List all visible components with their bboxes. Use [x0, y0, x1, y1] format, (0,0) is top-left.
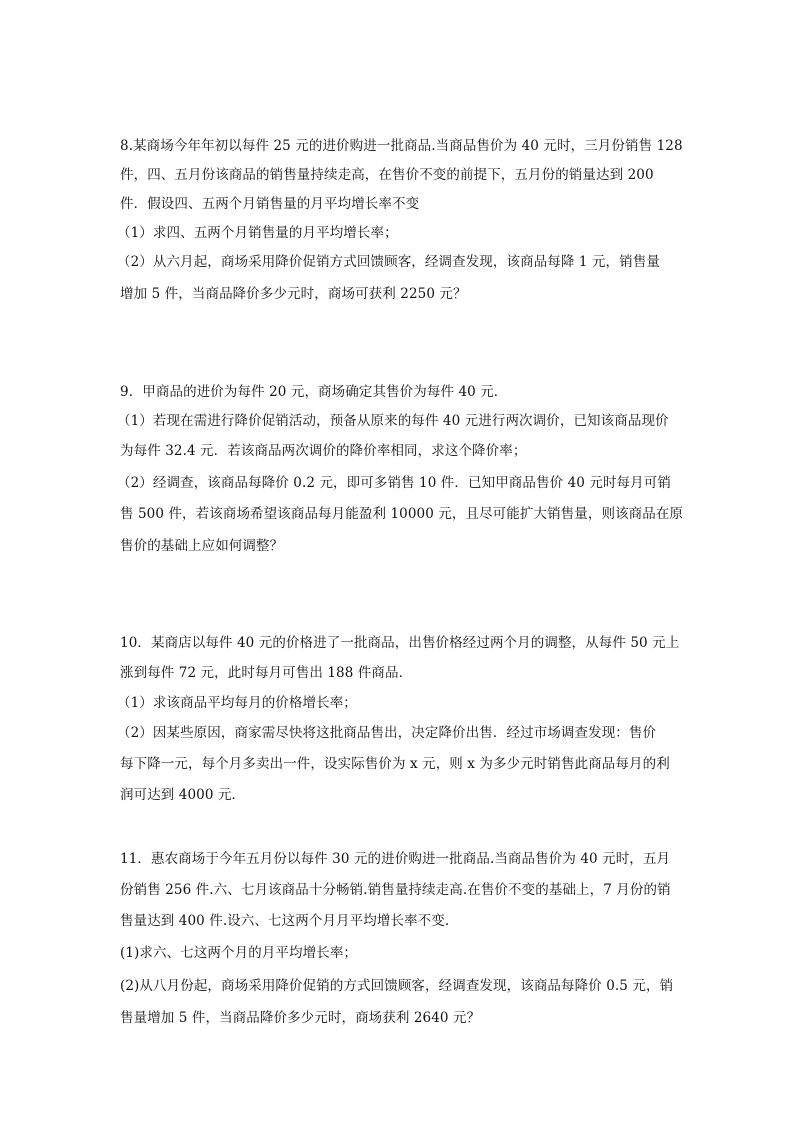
- subquestion-line: （1）若现在需进行降价促销活动，预备从原来的每件 40 元进行两次调价，已知该商品现价: [117, 413, 669, 429]
- problem-line: 售 500 件，若该商场希望该商品每月能盈利 10000 元，且尽可能扩大销售量，则该商品在原: [120, 506, 684, 522]
- problem-line: 涨到每件 72 元，此时每月可售出 188 件商品．: [120, 665, 413, 681]
- subquestion-line: （1）求该商品平均每月的价格增长率；: [117, 695, 357, 711]
- problem-line: 售价的基础上应如何调整？: [120, 538, 284, 554]
- problem-line: 润可达到 4000 元．: [120, 787, 246, 803]
- problem-line: 8.某商场今年年初以每件 25 元的进价购进一批商品.当商品售价为 40 元时，三月份销售 128: [120, 138, 683, 154]
- problem-line: 件．假设四、五两个月销售量的月平均增长率不变: [120, 196, 420, 212]
- subquestion-line: （2）因某些原因，商家需尽快将这批商品售出，决定降价出售．经过市场调查发现：售价: [117, 725, 657, 741]
- problem-line: 售量达到 400 件.设六、七这两个月月平均增长率不变.: [120, 913, 450, 929]
- problem-line: 每下降一元，每个月多卖出一件，设实际售价为 x 元，则 x 为多少元时销售此商品每月的利: [120, 756, 670, 772]
- problem-line: 售量增加 5 件，当商品降价多少元时，商场获利 2640 元？: [120, 1010, 481, 1026]
- subquestion-line: （1）求四、五两个月销售量的月平均增长率；: [117, 225, 398, 241]
- problem-line: 增加 5 件，当商品降价多少元时，商场可获利 2250 元？: [120, 286, 467, 302]
- problem-line: 9．甲商品的进价为每件 20 元，商场确定其售价为每件 40 元．: [120, 384, 508, 400]
- subquestion-line: (2)从八月份起，商场采用降价促销的方式回馈顾客，经调查发现，该商品每降价 0.5 元，销: [120, 978, 674, 994]
- subquestion-line: （2）从六月起，商场采用降价促销方式回馈顾客，经调查发现，该商品每降 1 元，销售量: [117, 254, 660, 270]
- problem-line: 11．惠农商场于今年五月份以每件 30 元的进价购进一批商品.当商品售价为 40 元时，五月: [120, 851, 671, 867]
- problem-line: 件，四、五月份该商品的销售量持续走高，在售价不变的前提下，五月份的销量达到 200: [120, 167, 654, 183]
- problem-line: 10．某商店以每件 40 元的价格进了一批商品，出售价格经过两个月的调整，从每件 50 元上: [120, 635, 680, 651]
- problem-line: 为每件 32.4 元．若该商品两次调价的降价率相同，求这个降价率；: [120, 443, 527, 459]
- subquestion-line: (1)求六、七这两个月的月平均增长率；: [120, 945, 358, 961]
- problem-line: 份销售 256 件.六、七月该商品十分畅销.销售量持续走高.在售价不变的基础上，7 月份的销: [120, 882, 671, 898]
- subquestion-line: （2）经调查，该商品每降价 0.2 元，即可多销售 10 件．已知甲商品售价 40 元时每月可销: [117, 475, 671, 491]
